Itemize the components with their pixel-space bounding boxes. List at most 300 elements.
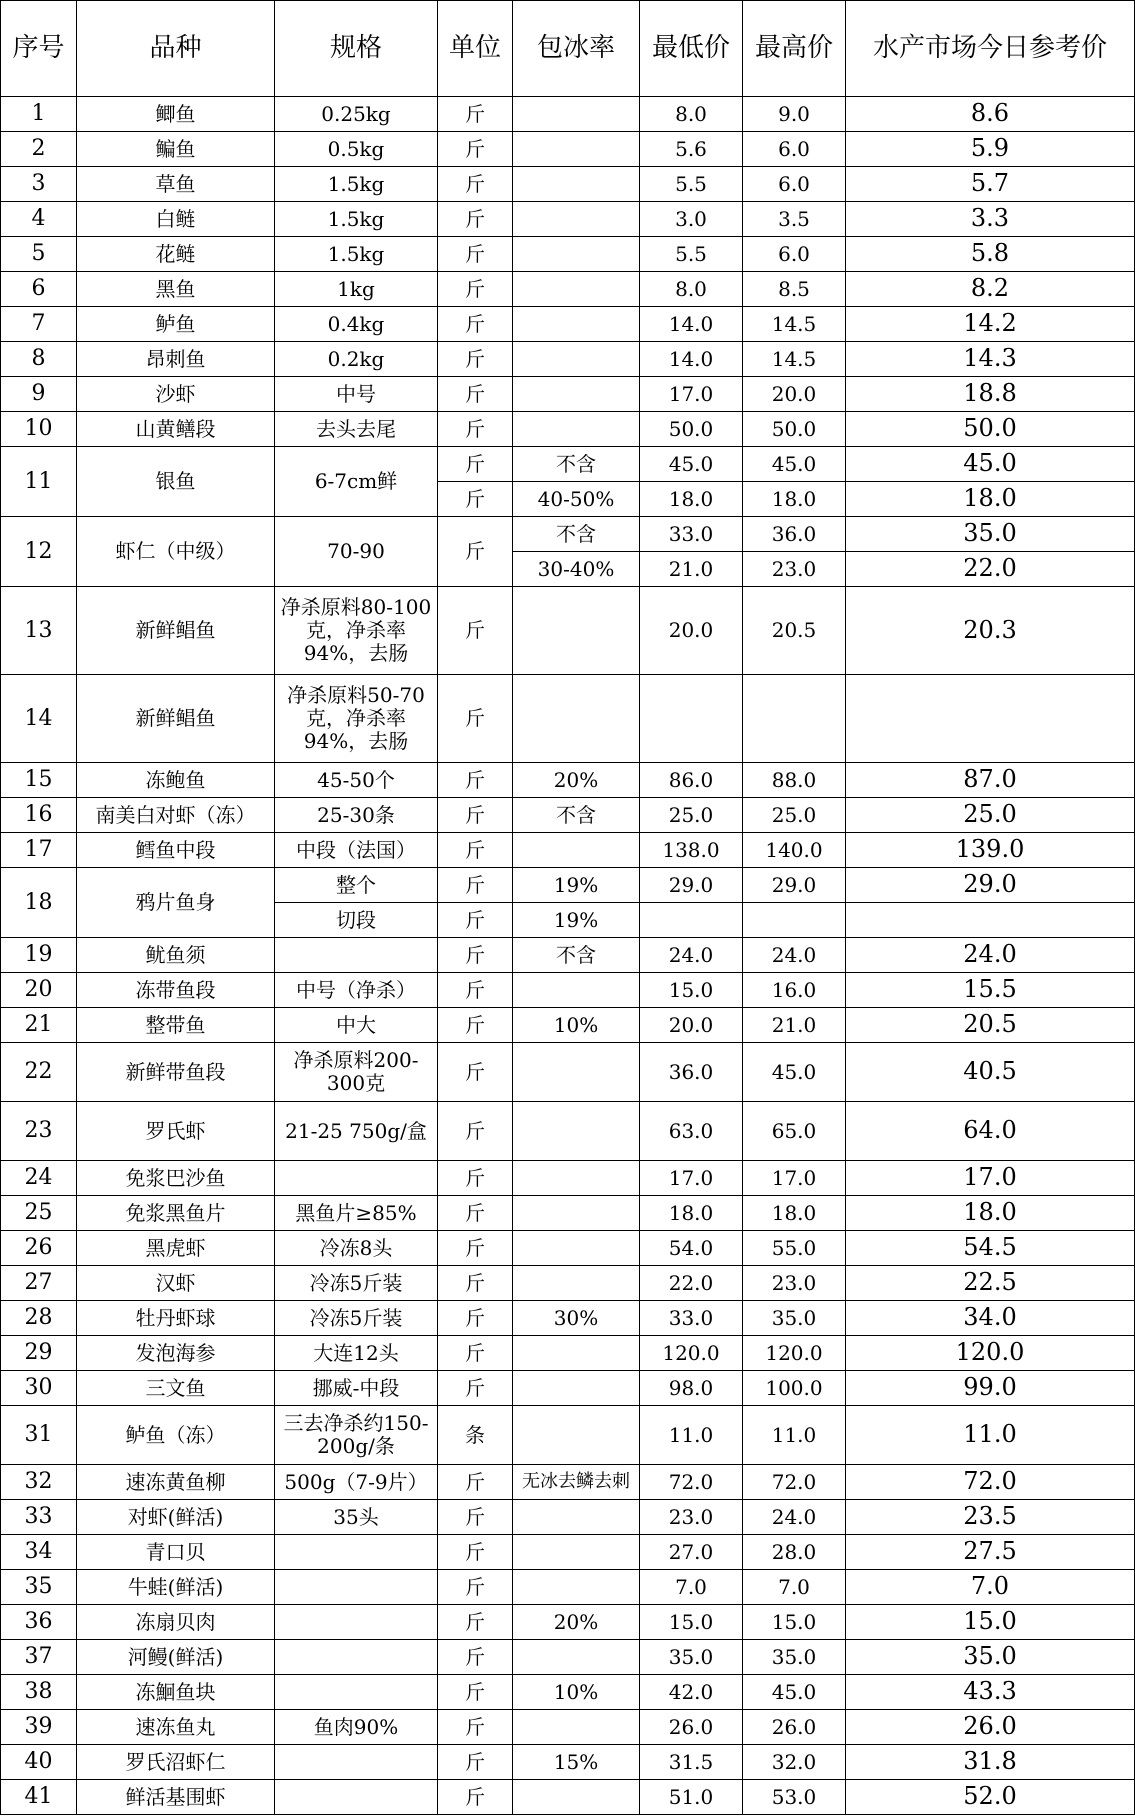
ice-rate — [513, 1371, 640, 1406]
ref-price: 5.9 — [846, 132, 1135, 167]
item-unit: 斤 — [438, 1570, 513, 1605]
ref-price: 15.0 — [846, 1605, 1135, 1640]
max-price: 140.0 — [743, 833, 846, 868]
ice-rate: 30-40% — [513, 552, 640, 587]
item-unit: 斤 — [438, 1675, 513, 1710]
ice-rate — [513, 1535, 640, 1570]
ref-price: 11.0 — [846, 1406, 1135, 1465]
table-row — [1, 1710, 1135, 1745]
max-price: 9.0 — [743, 97, 846, 132]
item-spec — [275, 1535, 438, 1570]
row-number: 37 — [1, 1640, 77, 1675]
min-price: 50.0 — [640, 412, 743, 447]
table-row — [1, 1266, 1135, 1301]
ref-price: 20.3 — [846, 587, 1135, 675]
table-row — [1, 1500, 1135, 1535]
item-name: 鲫鱼 — [77, 97, 275, 132]
ice-rate: 10% — [513, 1008, 640, 1043]
item-name: 山黄鳝段 — [77, 412, 275, 447]
item-spec — [275, 1745, 438, 1780]
item-unit: 斤 — [438, 1465, 513, 1500]
ice-rate — [513, 1500, 640, 1535]
row-number: 11 — [1, 447, 77, 517]
ref-price: 29.0 — [846, 868, 1135, 903]
item-unit: 条 — [438, 1406, 513, 1465]
ref-price: 45.0 — [846, 447, 1135, 482]
item-unit: 斤 — [438, 342, 513, 377]
item-name: 牛蛙(鲜活) — [77, 1570, 275, 1605]
ref-price: 40.5 — [846, 1043, 1135, 1102]
ref-price: 54.5 — [846, 1231, 1135, 1266]
row-number: 38 — [1, 1675, 77, 1710]
ref-price: 26.0 — [846, 1710, 1135, 1745]
ice-rate — [513, 1406, 640, 1465]
ice-rate — [513, 97, 640, 132]
item-name: 冻鮰鱼块 — [77, 1675, 275, 1710]
max-price: 29.0 — [743, 868, 846, 903]
ref-price: 34.0 — [846, 1301, 1135, 1336]
min-price: 98.0 — [640, 1371, 743, 1406]
item-name: 速冻鱼丸 — [77, 1710, 275, 1745]
row-number: 27 — [1, 1266, 77, 1301]
item-name: 鲜活基围虾 — [77, 1780, 275, 1815]
min-price: 51.0 — [640, 1780, 743, 1815]
item-unit: 斤 — [438, 482, 513, 517]
header-row — [1, 1, 1135, 97]
min-price: 5.5 — [640, 167, 743, 202]
row-number: 33 — [1, 1500, 77, 1535]
ice-rate — [513, 237, 640, 272]
item-unit: 斤 — [438, 798, 513, 833]
item-name: 花鲢 — [77, 237, 275, 272]
table-row — [1, 1406, 1135, 1465]
ice-rate — [513, 1196, 640, 1231]
ice-rate — [513, 973, 640, 1008]
row-number: 35 — [1, 1570, 77, 1605]
row-number: 16 — [1, 798, 77, 833]
item-spec: 1.5kg — [275, 237, 438, 272]
ice-rate — [513, 1102, 640, 1161]
ref-price: 18.0 — [846, 482, 1135, 517]
ice-rate — [513, 377, 640, 412]
item-name: 虾仁（中级） — [77, 517, 275, 587]
max-price: 50.0 — [743, 412, 846, 447]
max-price: 35.0 — [743, 1640, 846, 1675]
row-number: 7 — [1, 307, 77, 342]
ref-price: 52.0 — [846, 1780, 1135, 1815]
item-unit: 斤 — [438, 1710, 513, 1745]
row-number: 31 — [1, 1406, 77, 1465]
min-price: 18.0 — [640, 482, 743, 517]
table-row — [1, 237, 1135, 272]
table-row — [1, 868, 1135, 903]
ref-price: 64.0 — [846, 1102, 1135, 1161]
ref-price: 139.0 — [846, 833, 1135, 868]
max-price: 8.5 — [743, 272, 846, 307]
item-spec: 0.4kg — [275, 307, 438, 342]
max-price: 36.0 — [743, 517, 846, 552]
max-price: 6.0 — [743, 167, 846, 202]
row-number: 21 — [1, 1008, 77, 1043]
ice-rate — [513, 307, 640, 342]
ref-price: 23.5 — [846, 1500, 1135, 1535]
row-number: 26 — [1, 1231, 77, 1266]
row-number: 41 — [1, 1780, 77, 1815]
item-spec: 净杀原料50-70克，净杀率94%，去肠 — [275, 675, 438, 763]
min-price: 11.0 — [640, 1406, 743, 1465]
item-name: 免浆黑鱼片 — [77, 1196, 275, 1231]
row-number: 1 — [1, 97, 77, 132]
item-name: 牡丹虾球 — [77, 1301, 275, 1336]
item-name: 鳕鱼中段 — [77, 833, 275, 868]
item-unit: 斤 — [438, 1640, 513, 1675]
ref-price: 20.5 — [846, 1008, 1135, 1043]
min-price: 63.0 — [640, 1102, 743, 1161]
ref-price: 8.2 — [846, 272, 1135, 307]
ice-rate: 15% — [513, 1745, 640, 1780]
item-unit: 斤 — [438, 517, 513, 587]
ref-price: 43.3 — [846, 1675, 1135, 1710]
ice-rate: 不含 — [513, 938, 640, 973]
table-row — [1, 763, 1135, 798]
table-row — [1, 1008, 1135, 1043]
max-price: 25.0 — [743, 798, 846, 833]
min-price: 3.0 — [640, 202, 743, 237]
ref-price: 3.3 — [846, 202, 1135, 237]
max-price: 3.5 — [743, 202, 846, 237]
max-price — [743, 903, 846, 938]
ice-rate — [513, 342, 640, 377]
ice-rate — [513, 833, 640, 868]
table-row — [1, 1102, 1135, 1161]
item-name: 速冻黄鱼柳 — [77, 1465, 275, 1500]
ref-price: 8.6 — [846, 97, 1135, 132]
item-unit: 斤 — [438, 1008, 513, 1043]
max-price: 65.0 — [743, 1102, 846, 1161]
item-unit: 斤 — [438, 1161, 513, 1196]
min-price: 24.0 — [640, 938, 743, 973]
min-price: 33.0 — [640, 1301, 743, 1336]
item-unit: 斤 — [438, 97, 513, 132]
ref-price: 14.3 — [846, 342, 1135, 377]
min-price: 8.0 — [640, 272, 743, 307]
min-price: 72.0 — [640, 1465, 743, 1500]
max-price: 14.5 — [743, 342, 846, 377]
item-unit: 斤 — [438, 1535, 513, 1570]
table-row — [1, 1301, 1135, 1336]
item-spec: 三去净杀约150-200g/条 — [275, 1406, 438, 1465]
row-number: 28 — [1, 1301, 77, 1336]
item-unit: 斤 — [438, 237, 513, 272]
item-spec: 21-25 750g/盒 — [275, 1102, 438, 1161]
ice-rate: 30% — [513, 1301, 640, 1336]
max-price: 23.0 — [743, 552, 846, 587]
ice-rate: 10% — [513, 1675, 640, 1710]
item-spec: 中号 — [275, 377, 438, 412]
ref-price: 25.0 — [846, 798, 1135, 833]
max-price: 24.0 — [743, 1500, 846, 1535]
ref-price: 72.0 — [846, 1465, 1135, 1500]
item-name: 鱿鱼须 — [77, 938, 275, 973]
item-unit: 斤 — [438, 938, 513, 973]
min-price: 17.0 — [640, 1161, 743, 1196]
row-number: 30 — [1, 1371, 77, 1406]
ref-price: 22.5 — [846, 1266, 1135, 1301]
item-name: 草鱼 — [77, 167, 275, 202]
item-name: 免浆巴沙鱼 — [77, 1161, 275, 1196]
item-name: 鳊鱼 — [77, 132, 275, 167]
item-spec: 去头去尾 — [275, 412, 438, 447]
item-spec: 1.5kg — [275, 167, 438, 202]
row-number: 14 — [1, 675, 77, 763]
item-name: 鲈鱼 — [77, 307, 275, 342]
header-name: 品种 — [77, 1, 275, 97]
ice-rate — [513, 1043, 640, 1102]
item-spec: 中大 — [275, 1008, 438, 1043]
table-row — [1, 1675, 1135, 1710]
max-price: 14.5 — [743, 307, 846, 342]
row-number: 6 — [1, 272, 77, 307]
ice-rate — [513, 132, 640, 167]
min-price: 22.0 — [640, 1266, 743, 1301]
table-row — [1, 973, 1135, 1008]
item-unit: 斤 — [438, 272, 513, 307]
ice-rate — [513, 1161, 640, 1196]
item-name: 冻扇贝肉 — [77, 1605, 275, 1640]
item-unit: 斤 — [438, 1780, 513, 1815]
min-price: 8.0 — [640, 97, 743, 132]
table-row — [1, 675, 1135, 763]
item-unit: 斤 — [438, 1371, 513, 1406]
min-price: 7.0 — [640, 1570, 743, 1605]
table-row — [1, 342, 1135, 377]
ice-rate — [513, 1780, 640, 1815]
ice-rate: 40-50% — [513, 482, 640, 517]
max-price: 15.0 — [743, 1605, 846, 1640]
ref-price: 5.7 — [846, 167, 1135, 202]
max-price: 28.0 — [743, 1535, 846, 1570]
table-row — [1, 1780, 1135, 1815]
ice-rate: 不含 — [513, 447, 640, 482]
ref-price: 99.0 — [846, 1371, 1135, 1406]
min-price: 33.0 — [640, 517, 743, 552]
item-spec: 0.2kg — [275, 342, 438, 377]
table-row — [1, 517, 1135, 552]
table-row — [1, 1231, 1135, 1266]
max-price: 100.0 — [743, 1371, 846, 1406]
ice-rate: 20% — [513, 1605, 640, 1640]
min-price: 20.0 — [640, 1008, 743, 1043]
item-name: 新鲜鲳鱼 — [77, 675, 275, 763]
min-price: 25.0 — [640, 798, 743, 833]
ice-rate — [513, 675, 640, 763]
min-price: 42.0 — [640, 1675, 743, 1710]
min-price: 23.0 — [640, 1500, 743, 1535]
min-price: 120.0 — [640, 1336, 743, 1371]
item-spec — [275, 1640, 438, 1675]
max-price: 18.0 — [743, 482, 846, 517]
item-name: 黑虎虾 — [77, 1231, 275, 1266]
row-number: 8 — [1, 342, 77, 377]
table-row — [1, 307, 1135, 342]
item-name: 鲈鱼（冻） — [77, 1406, 275, 1465]
row-number: 24 — [1, 1161, 77, 1196]
max-price: 45.0 — [743, 1675, 846, 1710]
header-low: 最低价 — [640, 1, 743, 97]
item-name: 沙虾 — [77, 377, 275, 412]
item-unit: 斤 — [438, 587, 513, 675]
ref-price: 35.0 — [846, 1640, 1135, 1675]
item-spec: 黑鱼片≥85% — [275, 1196, 438, 1231]
ice-rate: 无冰去鳞去刺 — [513, 1465, 640, 1500]
max-price: 24.0 — [743, 938, 846, 973]
min-price: 14.0 — [640, 307, 743, 342]
item-spec: 冷冻5斤装 — [275, 1301, 438, 1336]
row-number: 25 — [1, 1196, 77, 1231]
item-unit: 斤 — [438, 675, 513, 763]
row-number: 29 — [1, 1336, 77, 1371]
max-price: 23.0 — [743, 1266, 846, 1301]
item-spec: 冷冻5斤装 — [275, 1266, 438, 1301]
max-price: 45.0 — [743, 447, 846, 482]
table-row — [1, 1535, 1135, 1570]
item-spec: 大连12头 — [275, 1336, 438, 1371]
ref-price: 27.5 — [846, 1535, 1135, 1570]
table-row — [1, 1570, 1135, 1605]
min-price: 18.0 — [640, 1196, 743, 1231]
item-name: 鸦片鱼身 — [77, 868, 275, 938]
ref-price: 18.8 — [846, 377, 1135, 412]
item-spec: 1.5kg — [275, 202, 438, 237]
item-unit: 斤 — [438, 1500, 513, 1535]
table-row — [1, 132, 1135, 167]
ref-price: 14.2 — [846, 307, 1135, 342]
max-price: 26.0 — [743, 1710, 846, 1745]
max-price: 17.0 — [743, 1161, 846, 1196]
min-price: 20.0 — [640, 587, 743, 675]
min-price: 86.0 — [640, 763, 743, 798]
max-price: 18.0 — [743, 1196, 846, 1231]
ref-price: 35.0 — [846, 517, 1135, 552]
row-number: 18 — [1, 868, 77, 938]
row-number: 23 — [1, 1102, 77, 1161]
max-price: 32.0 — [743, 1745, 846, 1780]
row-number: 36 — [1, 1605, 77, 1640]
table-row — [1, 587, 1135, 675]
min-price: 36.0 — [640, 1043, 743, 1102]
min-price: 54.0 — [640, 1231, 743, 1266]
item-spec — [275, 1675, 438, 1710]
header-ref: 水产市场今日参考价 — [846, 1, 1135, 97]
item-unit: 斤 — [438, 1043, 513, 1102]
row-number: 12 — [1, 517, 77, 587]
item-spec: 25-30条 — [275, 798, 438, 833]
item-unit: 斤 — [438, 1336, 513, 1371]
item-spec — [275, 1161, 438, 1196]
header-no: 序号 — [1, 1, 77, 97]
table-row — [1, 272, 1135, 307]
row-number: 9 — [1, 377, 77, 412]
table-row — [1, 1161, 1135, 1196]
min-price: 21.0 — [640, 552, 743, 587]
row-number: 10 — [1, 412, 77, 447]
item-name: 冻鲍鱼 — [77, 763, 275, 798]
item-unit: 斤 — [438, 1231, 513, 1266]
ice-rate: 19% — [513, 903, 640, 938]
ice-rate — [513, 587, 640, 675]
ice-rate — [513, 1336, 640, 1371]
table-row — [1, 1745, 1135, 1780]
max-price: 6.0 — [743, 237, 846, 272]
item-unit: 斤 — [438, 903, 513, 938]
item-spec: 净杀原料80-100克，净杀率94%，去肠 — [275, 587, 438, 675]
min-price: 29.0 — [640, 868, 743, 903]
item-unit: 斤 — [438, 412, 513, 447]
item-spec: 中段（法国） — [275, 833, 438, 868]
item-unit: 斤 — [438, 868, 513, 903]
ref-price: 50.0 — [846, 412, 1135, 447]
row-number: 20 — [1, 973, 77, 1008]
item-unit: 斤 — [438, 1605, 513, 1640]
ice-rate — [513, 272, 640, 307]
min-price: 15.0 — [640, 1605, 743, 1640]
row-number: 34 — [1, 1535, 77, 1570]
ice-rate: 19% — [513, 868, 640, 903]
row-number: 32 — [1, 1465, 77, 1500]
max-price: 53.0 — [743, 1780, 846, 1815]
max-price: 21.0 — [743, 1008, 846, 1043]
ref-price: 120.0 — [846, 1336, 1135, 1371]
row-number: 4 — [1, 202, 77, 237]
header-spec: 规格 — [275, 1, 438, 97]
item-name: 罗氏沼虾仁 — [77, 1745, 275, 1780]
min-price: 26.0 — [640, 1710, 743, 1745]
row-number: 3 — [1, 167, 77, 202]
min-price: 15.0 — [640, 973, 743, 1008]
ice-rate: 不含 — [513, 798, 640, 833]
table-row — [1, 97, 1135, 132]
item-spec: 整个 — [275, 868, 438, 903]
item-spec: 6-7cm鲜 — [275, 447, 438, 517]
header-high: 最高价 — [743, 1, 846, 97]
ice-rate — [513, 412, 640, 447]
min-price: 35.0 — [640, 1640, 743, 1675]
item-spec: 净杀原料200-300克 — [275, 1043, 438, 1102]
min-price: 14.0 — [640, 342, 743, 377]
item-spec: 切段 — [275, 903, 438, 938]
item-unit: 斤 — [438, 1196, 513, 1231]
item-unit: 斤 — [438, 167, 513, 202]
row-number: 17 — [1, 833, 77, 868]
ref-price: 15.5 — [846, 973, 1135, 1008]
table-row — [1, 447, 1135, 482]
item-unit: 斤 — [438, 202, 513, 237]
item-spec: 0.5kg — [275, 132, 438, 167]
item-name: 新鲜带鱼段 — [77, 1043, 275, 1102]
min-price: 45.0 — [640, 447, 743, 482]
ref-price: 18.0 — [846, 1196, 1135, 1231]
table-row — [1, 1605, 1135, 1640]
item-spec: 35头 — [275, 1500, 438, 1535]
max-price — [743, 675, 846, 763]
item-spec — [275, 1780, 438, 1815]
ice-rate: 20% — [513, 763, 640, 798]
table-row — [1, 1196, 1135, 1231]
item-spec: 挪威-中段 — [275, 1371, 438, 1406]
ref-price: 17.0 — [846, 1161, 1135, 1196]
ice-rate — [513, 1710, 640, 1745]
table-row — [1, 412, 1135, 447]
